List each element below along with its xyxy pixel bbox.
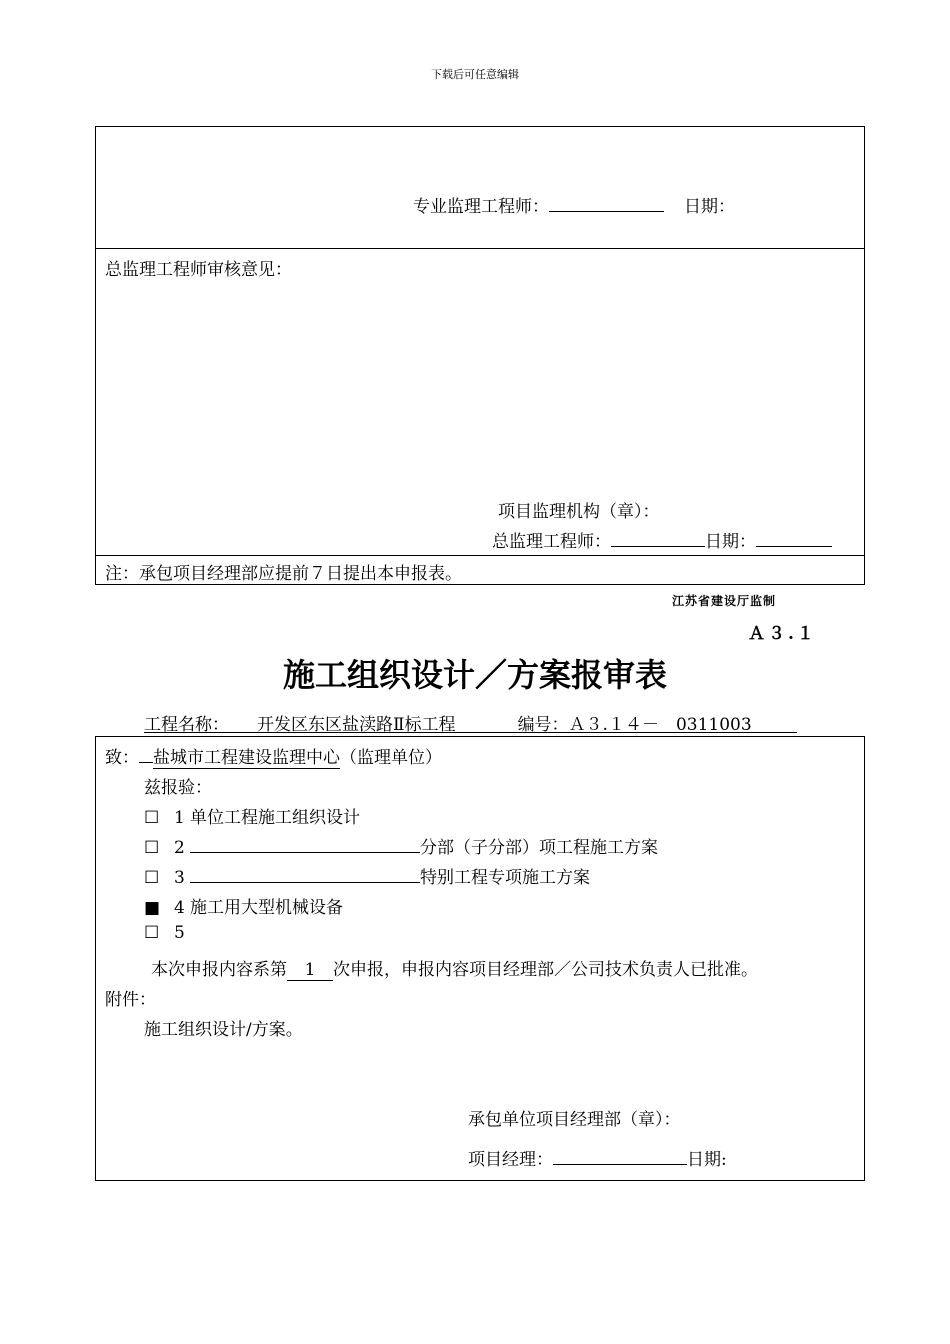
upper-form [95, 126, 865, 585]
specialist-date-label: 日期： [684, 197, 735, 217]
item-text: 分部（子分部）项工程施工方案 [420, 838, 658, 858]
org-stamp-label: 项目监理机构（章）： [498, 502, 660, 522]
submission-note: 注：承包项目经理部应提前７日提出本申报表。 [105, 564, 462, 584]
manager-label: 项目经理： [468, 1150, 553, 1170]
statement-post: 次申报，申报内容项目经理部／公司技术负责人已批准。 [333, 960, 758, 980]
contractor-stamp-label: 承包单位项目经理部（章）： [468, 1110, 681, 1130]
checkbox-unchecked[interactable]: ☐ [144, 868, 160, 888]
divider [96, 248, 864, 249]
to-value[interactable]: 盐城市工程建设监理中心 [153, 748, 340, 768]
manager-signature-blank[interactable] [553, 1145, 687, 1165]
item-number: 1 [174, 808, 185, 828]
statement-number[interactable]: 1 [287, 960, 333, 981]
form-code: Ａ３.１ [748, 624, 817, 644]
statement-pre: 本次申报内容系第 [151, 960, 287, 980]
project-number-value[interactable]: Ａ３.１４－ 0311003 [568, 715, 752, 735]
list-item [144, 923, 190, 943]
manager-date-label: 日期: [687, 1150, 727, 1170]
project-info-line [144, 710, 797, 733]
list-item [144, 863, 590, 888]
submission-statement [151, 955, 758, 981]
item-text: 特别工程专项施工方案 [420, 868, 590, 888]
item-number: 3 [174, 868, 185, 888]
item-blank[interactable] [190, 863, 420, 883]
chief-review-label: 总监理工程师审核意见： [105, 260, 292, 280]
attachment-label: 附件： [105, 990, 156, 1010]
project-number-label: 编号： [517, 715, 569, 735]
specialist-signature-row [413, 192, 735, 217]
to-suffix: （监理单位） [340, 748, 442, 768]
addressee-row [105, 743, 442, 768]
manager-signature-row [468, 1145, 727, 1170]
header-note: 下载后可任意编辑 [431, 68, 519, 81]
item-text: 施工用大型机械设备 [190, 898, 343, 918]
chief-date-label: 日期： [705, 532, 756, 552]
item-text: 单位工程施工组织设计 [190, 808, 360, 828]
issuer-label: 江苏省建设厅监制 [672, 594, 777, 608]
project-name-label: 工程名称： [144, 715, 229, 735]
chief-engineer-label: 总监理工程师： [492, 532, 611, 552]
to-label: 致： [105, 748, 139, 768]
item-number: 2 [174, 838, 185, 858]
chief-signature-row [492, 527, 832, 552]
specialist-signature-blank[interactable] [549, 192, 664, 212]
attachment-value[interactable]: 施工组织设计/方案。 [144, 1020, 303, 1040]
specialist-label: 专业监理工程师： [413, 197, 549, 217]
list-item [144, 833, 658, 858]
submit-label: 兹报验： [144, 778, 212, 798]
list-item [144, 893, 343, 918]
form-title: 施工组织设计／方案报审表 [282, 656, 667, 694]
item-number: 4 [174, 898, 185, 918]
chief-signature-blank[interactable] [611, 527, 705, 547]
lower-form [95, 736, 865, 1181]
item-number: 5 [174, 923, 185, 943]
checkbox-checked[interactable]: ■ [144, 898, 161, 918]
list-item [144, 803, 360, 828]
checkbox-unchecked[interactable]: ☐ [144, 838, 160, 858]
divider [96, 555, 864, 556]
checkbox-unchecked[interactable]: ☐ [144, 923, 160, 943]
chief-date-blank[interactable] [756, 527, 832, 547]
item-blank[interactable] [190, 833, 420, 853]
checkbox-unchecked[interactable]: ☐ [144, 808, 160, 828]
project-name-value[interactable]: 开发区东区盐渎路Ⅱ标工程 [257, 715, 456, 735]
